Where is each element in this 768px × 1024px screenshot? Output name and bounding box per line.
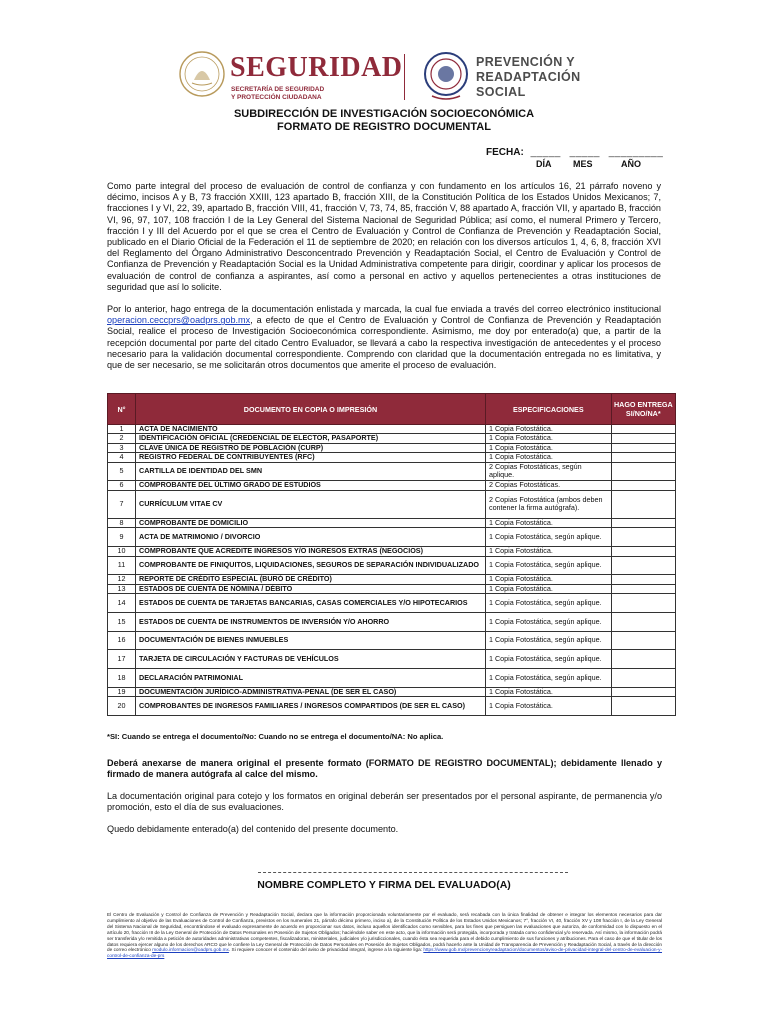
row-document: ESTADOS DE CUENTA DE TARJETAS BANCARIAS, CASAS COMERCIALES Y/O HIPOTECARIOS: [136, 594, 486, 613]
row-document: COMPROBANTE QUE ACREDITE INGRESOS Y/O INGRESOS EXTRAS (NEGOCIOS): [136, 547, 486, 556]
prs-name-line: SOCIAL: [476, 85, 526, 99]
row-delivery-cell[interactable]: [611, 453, 675, 462]
date-label: FECHA:: [486, 147, 524, 158]
table-row: [108, 528, 676, 547]
row-delivery-cell[interactable]: [611, 443, 675, 452]
table-row: [108, 490, 676, 518]
title-line-2: FORMATO DE REGISTRO DOCUMENTAL: [277, 121, 491, 133]
row-specification: 1 Copia Fotostática, según aplique.: [485, 612, 611, 631]
signature-line[interactable]: [258, 872, 568, 873]
table-row: [108, 669, 676, 688]
row-number: 13: [108, 584, 136, 593]
header-document: DOCUMENTO EN COPIA O IMPRESIÓN: [136, 394, 486, 425]
institutional-email-link[interactable]: operacion.ceccprs@oadprs.gob.mx: [107, 315, 251, 326]
row-delivery-cell[interactable]: [611, 490, 675, 518]
row-document: COMPROBANTE DE DOMICILIO: [136, 518, 486, 527]
row-document: COMPROBANTES DE INGRESOS FAMILIARES / INGRESOS COMPARTIDOS (DE SER EL CASO): [136, 697, 486, 716]
row-delivery-cell[interactable]: [611, 556, 675, 575]
table-header-row: [108, 394, 676, 425]
row-specification: 1 Copia Fotostática, según aplique.: [485, 631, 611, 650]
row-specification: 1 Copia Fotostática.: [485, 547, 611, 556]
row-document: CARTILLA DE IDENTIDAD DEL SMN: [136, 462, 486, 481]
documents-table: [107, 393, 676, 716]
row-document: REGISTRO FEDERAL DE CONTRIBUYENTES (RFC): [136, 453, 486, 462]
table-row: [108, 631, 676, 650]
row-document: DOCUMENTACIÓN JURÍDICO-ADMINISTRATIVA-PENAL (DE SER EL CASO): [136, 688, 486, 697]
attach-original-paragraph: Deberá anexarse de manera original el presente formato (FORMATO DE REGISTRO DOCUMENTAL); debidamente llenado y firmado de manera autógrafa al calce del mismo.: [107, 758, 662, 780]
row-delivery-cell[interactable]: [611, 688, 675, 697]
row-number: 1: [108, 425, 136, 434]
row-specification: 1 Copia Fotostática, según aplique.: [485, 556, 611, 575]
row-specification: 1 Copia Fotostática.: [485, 425, 611, 434]
table-note: *SI: Cuando se entrega el documento/No: Cuando no se entrega el documento/NA: No aplica.: [107, 732, 444, 741]
brand-subtitle-line: SECRETARÍA DE SEGURIDAD: [231, 86, 325, 93]
row-number: 4: [108, 453, 136, 462]
table-row: [108, 575, 676, 584]
year-caption: AÑO: [621, 159, 641, 169]
row-specification: 1 Copia Fotostática.: [485, 697, 611, 716]
row-number: 20: [108, 697, 136, 716]
row-document: COMPROBANTE DEL ÚLTIMO GRADO DE ESTUDIOS: [136, 481, 486, 490]
row-specification: 2 Copias Fotostática (ambos deben contener la firma autógrafa).: [485, 490, 611, 518]
month-caption: MES: [573, 159, 593, 169]
privacy-email-link[interactable]: modulo.informacion@oadprs.gob.mx: [152, 947, 229, 953]
header-divider: [404, 54, 405, 100]
row-specification: 1 Copia Fotostática, según aplique.: [485, 669, 611, 688]
row-delivery-cell[interactable]: [611, 594, 675, 613]
row-document: CLAVE ÚNICA DE REGISTRO DE POBLACIÓN (CURP): [136, 443, 486, 452]
row-delivery-cell[interactable]: [611, 575, 675, 584]
header-specifications: ESPECIFICACIONES: [485, 394, 611, 425]
prs-name-line: PREVENCIÓN Y: [476, 55, 576, 69]
delivery-paragraph: [107, 304, 661, 371]
table-row: [108, 650, 676, 669]
row-delivery-cell[interactable]: [611, 547, 675, 556]
privacy-text-b: . Si requiere conocer el contenido del aviso de privacidad integral, ingrese a la siguiente liga:: [228, 947, 424, 953]
row-delivery-cell[interactable]: [611, 631, 675, 650]
table-row: [108, 453, 676, 462]
row-document: ESTADOS DE CUENTA DE INSTRUMENTOS DE INVERSIÓN Y/O AHORRO: [136, 612, 486, 631]
row-specification: 1 Copia Fotostática.: [485, 688, 611, 697]
prs-emblem-icon: [422, 50, 470, 102]
row-delivery-cell[interactable]: [611, 697, 675, 716]
brand-subtitle: [231, 86, 381, 102]
table-row: [108, 547, 676, 556]
row-document: ACTA DE MATRIMONIO / DIVORCIO: [136, 528, 486, 547]
row-document: CURRÍCULUM VITAE CV: [136, 490, 486, 518]
table-row: [108, 518, 676, 527]
date-field[interactable]: [486, 147, 669, 158]
table-row: [108, 462, 676, 481]
year-blank[interactable]: _________: [608, 147, 664, 158]
row-number: 15: [108, 612, 136, 631]
row-number: 7: [108, 490, 136, 518]
delivery-text-a: Por lo anterior, hago entrega de la documentación enlistada y marcada, la cual fue enviada a través del correo electrónico institucional: [107, 304, 661, 314]
legal-basis-paragraph: Como parte integral del proceso de evaluación de control de confianza y con fundamento en los artículos 16, 21 párrafo noveno y décimo, incisos A y B, 73 fracción XXIII, 123 apartado B, fracción XIII, de la Constitución Política de los Estados Unidos Mexicanos; 7, fracciones I y VI, 22, 39, apartado B, fracción VIII, 41, fracción V, 73, 74, 85, fracción V, 88 apartado A, fracción VII, y apartado B, fracción VI, 96, 97, 107, 108 fracción I de la Ley General del Sistema Nacional de Seguridad Pública; así como, el numeral Primero y Tercero, fracción I y III del Acuerdo por el que se crea el Centro de Evaluación y Control de Confianza de Prevención y Readaptación Social, publicado en el Diario Oficial de la Federación el 11 de septiembre de 2020; en relación con los diversos artículos 1, 4, 6, 8, fracción XVI del Reglamento del Órgano Administrativo Desconcentrado Prevención y Readaptación Social, el Centro de Evaluación y Control de Confianza de Prevención y Readaptación Social es la Unidad Administrativa competente para dirigir, coordinar y aplicar los procesos de evaluación de control de confianza a aspirantes, así como a personal en activo y aquellos pertenecientes a otras instituciones de seguridad que así lo solicite.: [107, 181, 661, 292]
row-document: DECLARACIÓN PATRIMONIAL: [136, 669, 486, 688]
row-specification: 2 Copias Fotostáticas, según aplique.: [485, 462, 611, 481]
row-specification: 1 Copia Fotostática, según aplique.: [485, 528, 611, 547]
row-delivery-cell[interactable]: [611, 518, 675, 527]
row-specification: 2 Copias Fotostáticas.: [485, 481, 611, 490]
privacy-url-link[interactable]: https://www.gob.mx/prevencionyreadaptacion/documentos/aviso-de-privacidad-integral-del-centro-de-evaluacion-y-control-de-confianza-de-prs: [107, 947, 663, 959]
row-document: IDENTIFICACIÓN OFICIAL (CREDENCIAL DE ELECTOR, PASAPORTE): [136, 434, 486, 443]
row-specification: 1 Copia Fotostática, según aplique.: [485, 594, 611, 613]
row-delivery-cell[interactable]: [611, 528, 675, 547]
prs-name: [476, 55, 581, 100]
row-number: 14: [108, 594, 136, 613]
header-number: N°: [108, 394, 136, 425]
table-row: [108, 481, 676, 490]
prs-name-line: READAPTACIÓN: [476, 70, 581, 84]
row-document: DOCUMENTACIÓN DE BIENES INMUEBLES: [136, 631, 486, 650]
row-number: 16: [108, 631, 136, 650]
row-delivery-cell[interactable]: [611, 650, 675, 669]
row-delivery-cell[interactable]: [611, 669, 675, 688]
row-number: 17: [108, 650, 136, 669]
row-number: 9: [108, 528, 136, 547]
row-delivery-cell[interactable]: [611, 462, 675, 481]
row-specification: 1 Copia Fotostática.: [485, 584, 611, 593]
row-document: ESTADOS DE CUENTA DE NÓMINA / DÉBITO: [136, 584, 486, 593]
row-number: 6: [108, 481, 136, 490]
table-row: [108, 584, 676, 593]
row-number: 12: [108, 575, 136, 584]
table-body: [108, 425, 676, 716]
day-caption: DÍA: [536, 159, 552, 169]
row-delivery-cell[interactable]: [611, 612, 675, 631]
table-row: [108, 434, 676, 443]
brand-subtitle-line: Y PROTECCIÓN CIUDADANA: [231, 94, 322, 101]
row-number: 3: [108, 443, 136, 452]
row-specification: 1 Copia Fotostática.: [485, 443, 611, 452]
row-number: 11: [108, 556, 136, 575]
row-number: 18: [108, 669, 136, 688]
day-blank[interactable]: _____: [530, 147, 561, 158]
row-specification: 1 Copia Fotostática.: [485, 453, 611, 462]
row-delivery-cell[interactable]: [611, 481, 675, 490]
signature-label: NOMBRE COMPLETO Y FIRMA DEL EVALUADO(A): [257, 879, 511, 891]
original-docs-paragraph: La documentación original para cotejo y los formatos en original deberán ser presentados por el personal aspirante, de permanencia y/o promoción, esto el día de sus evaluaciones.: [107, 791, 662, 813]
row-number: 8: [108, 518, 136, 527]
table-row: [108, 612, 676, 631]
table-row: [108, 594, 676, 613]
row-document: TARJETA DE CIRCULACIÓN Y FACTURAS DE VEHÍCULOS: [136, 650, 486, 669]
row-specification: 1 Copia Fotostática.: [485, 575, 611, 584]
delivery-text-b: , a efecto de que el Centro de Evaluación y Control de Confianza de Prevención y Readaptación Social, realice el proceso de Investigación Socioeconómica correspondiente. Asimismo, me doy por enterado(a) que, a partir de la recepción documental por parte del citado Centro Evaluador, se llevará a cabo la respectiva investigación de antecedentes y el proceso necesario para la validación documental correspondiente. Comprendo con claridad que la documentación entregada no es limitativa, y que de ser necesario, se me solicitarán otros documentos que amerite el proceso de evaluación.: [107, 315, 661, 371]
row-specification: 1 Copia Fotostática, según aplique.: [485, 650, 611, 669]
row-specification: 1 Copia Fotostática.: [485, 518, 611, 527]
row-number: 2: [108, 434, 136, 443]
row-document: REPORTE DE CRÉDITO ESPECIAL (BURÓ DE CRÉDITO): [136, 575, 486, 584]
row-delivery-cell[interactable]: [611, 434, 675, 443]
privacy-notice: [107, 912, 662, 959]
row-delivery-cell[interactable]: [611, 584, 675, 593]
header-delivery: HAGO ENTREGA SI/NO/NA*: [611, 394, 675, 425]
row-number: 19: [108, 688, 136, 697]
privacy-text-a: El Centro de Evaluación y Control de Confianza de Prevención y Readaptación Social, declara que la información proporcionada voluntariamente por el evaluado, será recabada con la única finalidad de obtener e integrar los elementos necesarios para dar cumplimiento al objetivo de las Evaluaciones de Control de Confianza, previstos en los numerales 21, párrafo décimo primero, inciso a), de la Constitución Política de los Estados Unidos Mexicanos; 7°, fracción VI, 40, fracción XV y 108 fracción I, de la Ley General del Sistema Nacional de Seguridad, encontrándose el evaluado expresamente de acuerdo en proporcionar sus datos, incluso aquellos identificados como sensibles, para los fines que persiguen las evaluaciones que autoriza, de conformidad con lo dispuesto en el artículo 20, fracción III de la Ley General de Protección de Datos Personales en Posesión de Sujetos Obligados; haciéndole saber en este acto, que la información será protegida, incorporada y tratada como confidencial y/o reservada. Así mismo, la información podrá ser transferida y/o remitida a petición de autoridades administrativas competentes, fiscalizadoras, ministeriales, judiciales y/o jurisdiccionales, cuando ésta sea requerida para el debido cumplimiento de sus funciones y atribuciones. Para el caso de que el titular de los datos requiera ejercer alguno de los derechos ARCO que le confiere la Ley General de Protección de Datos Personales en Posesión de Sujetos Obligados, podrá hacerlo ante la Unidad de Transparencia de Prevención y Readaptación Social, a través de la dirección de correo electrónico: [107, 912, 662, 953]
national-seal-icon: [178, 50, 226, 98]
table-row: [108, 688, 676, 697]
brand-name: SEGURIDAD: [230, 52, 403, 83]
document-title: [0, 108, 768, 134]
title-line-1: SUBDIRECCIÓN DE INVESTIGACIÓN SOCIOECONÓMICA: [233, 108, 535, 120]
table-row: [108, 697, 676, 716]
row-delivery-cell[interactable]: [611, 425, 675, 434]
row-specification: 1 Copia Fotostática.: [485, 434, 611, 443]
acknowledgement-paragraph: Quedo debidamente enterado(a) del contenido del presente documento.: [107, 824, 399, 834]
month-blank[interactable]: _____: [569, 147, 600, 158]
row-document: COMPROBANTE DE FINIQUITOS, LIQUIDACIONES, SEGUROS DE SEPARACIÓN INDIVIDUALIZADO: [136, 556, 486, 575]
row-document: ACTA DE NACIMIENTO: [136, 425, 486, 434]
row-number: 10: [108, 547, 136, 556]
row-number: 5: [108, 462, 136, 481]
letterhead: [178, 46, 581, 108]
table-row: [108, 556, 676, 575]
